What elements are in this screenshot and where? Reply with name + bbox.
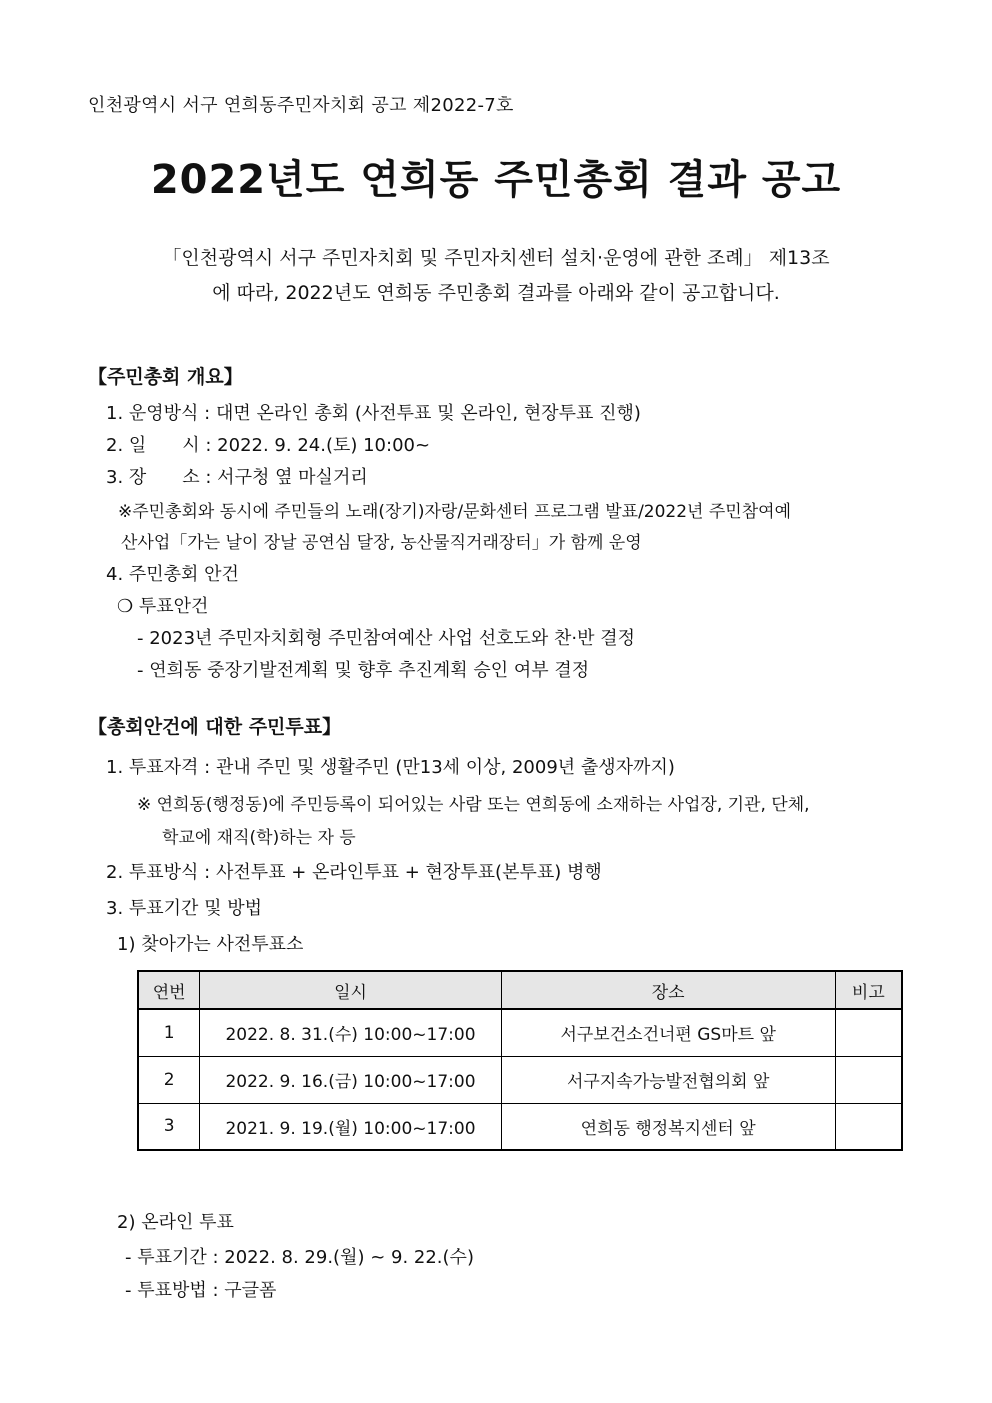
eligibility-note-line-1: ※ 연희동(행정동)에 주민등록이 되어있는 사람 또는 연희동에 소재하는 사업장, 기관, 단체, <box>137 795 810 815</box>
cell-datetime: 2022. 9. 16.(금) 10:00~17:00 <box>200 1056 501 1103</box>
header-no: 연번 <box>138 971 200 1009</box>
intro-line-1: 「인천광역시 서구 주민자치회 및 주민자치센터 설치·운영에 관한 조례」 제13조 <box>162 247 830 269</box>
cell-datetime: 2021. 9. 19.(월) 10:00~17:00 <box>200 1103 501 1150</box>
header-remark: 비고 <box>835 971 902 1009</box>
overview-note-line-2: 산사업「가는 날이 장날 공연심 달장, 농산물직거래장터」가 함께 운영 <box>121 533 642 553</box>
header-datetime: 일시 <box>200 971 501 1009</box>
cell-no: 3 <box>138 1103 200 1150</box>
voting-period: 3. 투표기간 및 방법 <box>106 898 263 919</box>
online-voting-label: 2) 온라인 투표 <box>117 1212 234 1233</box>
cell-place: 서구보건소건너편 GS마트 앞 <box>501 1009 835 1056</box>
cell-remark <box>835 1103 902 1150</box>
cell-no: 2 <box>138 1056 200 1103</box>
overview-heading: 【주민총회 개요】 <box>88 366 243 388</box>
eligibility-note-line-2: 학교에 재직(학)하는 자 등 <box>162 828 356 848</box>
cell-remark <box>835 1056 902 1103</box>
cell-place: 서구지속가능발전협의회 앞 <box>501 1056 835 1103</box>
vote-items-label: ❍ 투표안건 <box>117 596 209 617</box>
table-row <box>138 1009 902 1056</box>
intro-line-2: 에 따라, 2022년도 연희동 주민총회 결과를 아래와 같이 공고합니다. <box>212 282 780 304</box>
visiting-poll-label: 1) 찾아가는 사전투표소 <box>117 934 304 955</box>
voting-eligibility: 1. 투표자격 : 관내 주민 및 생활주민 (만13세 이상, 2009년 출생자까지) <box>106 757 675 778</box>
vote-item-2: - 연희동 중장기발전계획 및 향후 추진계획 승인 여부 결정 <box>137 660 590 681</box>
page-title: 2022년도 연희동 주민총회 결과 공고 <box>150 157 842 203</box>
voting-method: 2. 투표방식 : 사전투표 + 온라인투표 + 현장투표(본투표) 병행 <box>106 862 602 883</box>
cell-datetime: 2022. 8. 31.(수) 10:00~17:00 <box>200 1009 501 1056</box>
vote-item-1: - 2023년 주민자치회형 주민참여예산 사업 선호도와 찬·반 결정 <box>137 628 635 649</box>
cell-remark <box>835 1009 902 1056</box>
overview-place: 3. 장 소 : 서구청 옆 마실거리 <box>106 467 368 488</box>
online-voting-period: - 투표기간 : 2022. 8. 29.(월) ~ 9. 22.(수) <box>125 1247 474 1268</box>
cell-place: 연희동 행정복지센터 앞 <box>501 1103 835 1150</box>
overview-datetime: 2. 일 시 : 2022. 9. 24.(토) 10:00~ <box>106 435 431 456</box>
cell-no: 1 <box>138 1009 200 1056</box>
online-voting-method: - 투표방법 : 구글폼 <box>125 1280 277 1301</box>
overview-method: 1. 운영방식 : 대면 온라인 총회 (사전투표 및 온라인, 현장투표 진행) <box>106 403 641 424</box>
notice-number: 인천광역시 서구 연희동주민자치회 공고 제2022-7호 <box>88 95 514 116</box>
voting-heading: 【총회안건에 대한 주민투표】 <box>88 716 342 738</box>
header-place: 장소 <box>501 971 835 1009</box>
table-row <box>138 1103 902 1150</box>
table-header-row <box>138 971 902 1009</box>
overview-agenda: 4. 주민총회 안건 <box>106 564 239 585</box>
table-row <box>138 1056 902 1103</box>
overview-note-line-1: ※주민총회와 동시에 주민들의 노래(장기)자랑/문화센터 프로그램 발표/2022년 주민참여예 <box>118 502 791 522</box>
pre-voting-schedule-table <box>137 970 903 1151</box>
